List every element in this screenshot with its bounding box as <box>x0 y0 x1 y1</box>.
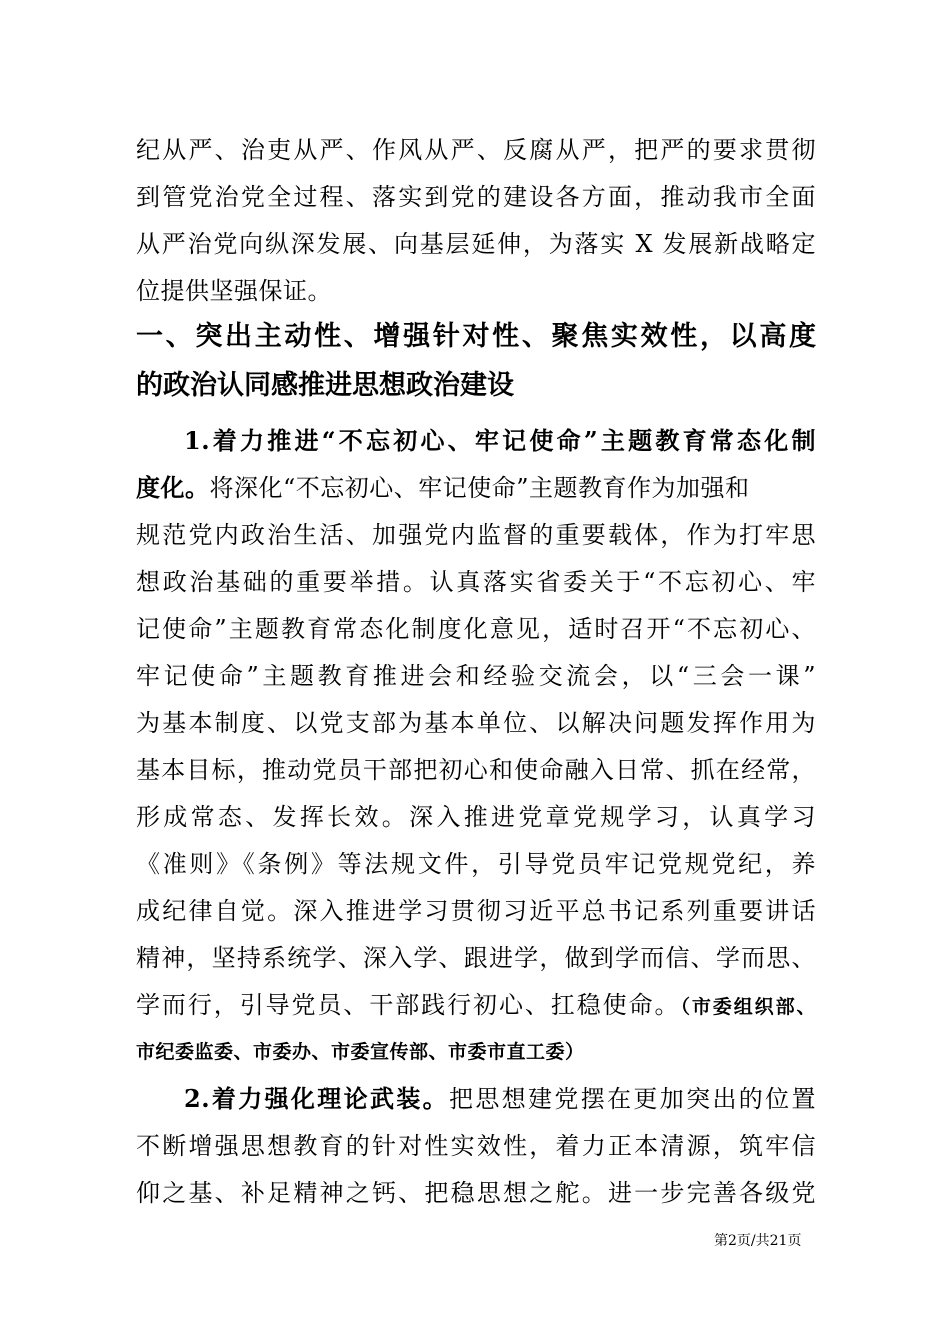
item2-body-line: 仰之基、补足精神之钙、把稳思想之舵。进一步完善各级党 <box>136 1179 816 1207</box>
item1-last-line-text: 学而行，引导党员、干部践行初心、扛稳使命。 <box>136 991 681 1019</box>
item1-line-2 <box>136 473 816 503</box>
item1-title-line-1: 1.着力推进“不忘初心、牢记使命”主题教育常态化制 <box>184 426 816 455</box>
item1-body-line: 规范党内政治生活、加强党内监督的重要载体，作为打牢思 <box>136 521 816 549</box>
item1-line-2-rest: 将深化“不忘初心、牢记使命”主题教育作为加强和 <box>209 474 750 502</box>
item1-body-line: 《准则》《条例》等法规文件，引导党员牢记党规党纪，养 <box>136 850 816 878</box>
item1-body-line: 基本目标，推动党员干部把初心和使命融入日常、抓在经常， <box>136 756 816 784</box>
page-number: 第2页/共21页 <box>714 1233 802 1249</box>
item2-line-1-rest: 把思想建党摆在更加突出的位置 <box>449 1085 817 1113</box>
item1-body-line: 记使命”主题教育常态化制度化意见，适时召开“不忘初心、 <box>136 615 816 643</box>
item1-responsible-start: （市委组织部、 <box>680 996 816 1018</box>
item2-body-line: 不断增强思想教育的针对性实效性，着力正本清源，筑牢信 <box>136 1132 816 1160</box>
item1-last-line <box>136 990 816 1020</box>
intro-line-2: 到管党治党全过程、落实到党的建设各方面，推动我市全面 <box>136 183 816 211</box>
item1-body-line: 想政治基础的重要举措。认真落实省委关于“不忘初心、牢 <box>136 568 816 596</box>
section-heading-line-1: 一、突出主动性、增强针对性、聚焦实效性，以高度 <box>136 321 816 352</box>
intro-line-4: 位提供坚强保证。 <box>136 277 332 305</box>
item1-body-line: 精神，坚持系统学、深入学、跟进学，做到学而信、学而思、 <box>136 944 816 972</box>
item2-title: 2.着力强化理论武装。 <box>184 1084 450 1113</box>
intro-line-3: 从严治党向纵深发展、向基层延伸，为落实 X 发展新战略定 <box>136 230 816 258</box>
item2-line-1 <box>184 1084 816 1114</box>
section-heading-line-2: 的政治认同感推进思想政治建设 <box>136 370 514 401</box>
item1-body-line: 成纪律自觉。深入推进学习贯彻习近平总书记系列重要讲话 <box>136 897 816 925</box>
item1-title-line-2: 度化。 <box>136 473 210 502</box>
item1-body-line: 为基本制度、以党支部为基本单位、以解决问题发挥作用为 <box>136 709 816 737</box>
item1-body-line: 形成常态、发挥长效。深入推进党章党规学习，认真学习 <box>136 803 816 831</box>
item1-body-line: 牢记使命”主题教育推进会和经验交流会，以“三会一课” <box>136 662 816 690</box>
intro-line-1: 纪从严、治吏从严、作风从严、反腐从严，把严的要求贯彻 <box>136 136 816 164</box>
item1-responsible-line: 市纪委监委、市委办、市委宣传部、市委市直工委） <box>136 1041 585 1063</box>
